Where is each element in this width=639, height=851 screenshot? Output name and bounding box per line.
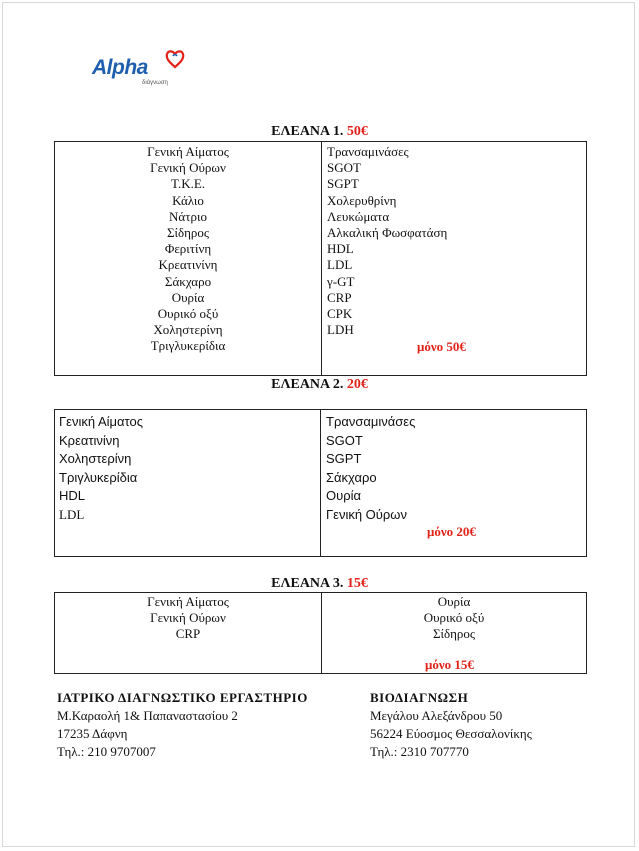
lab1-name: ΙΑΤΡΙΚΟ ΔΙΑΓΝΩΣΤΙΚΟ ΕΡΓΑΣΤΗΡΙΟ (57, 690, 308, 705)
package1-table (54, 141, 587, 376)
test-item: Ουρία (437, 594, 471, 609)
test-item: Σάκχαρο (326, 469, 377, 485)
test-item: Ουρικό οξύ (423, 610, 485, 626)
package3-only-price: μόνο 15€ (425, 657, 474, 672)
package3-right-column (322, 594, 586, 643)
lab2-city: 56224 Εύοσμος Θεσσαλονίκης (370, 726, 532, 741)
test-item: Χοληστερίνη (153, 322, 223, 338)
package2-title (0, 377, 639, 393)
test-item: Τρανσαμινάσες (326, 414, 416, 429)
package2-right-column (326, 413, 581, 525)
test-item: Αλκαλική Φωσφατάση (327, 224, 448, 240)
test-item: SGPT (327, 176, 359, 192)
column-divider (320, 410, 321, 556)
lab1-phone: Τηλ.: 210 9707007 (57, 744, 156, 759)
test-item: Κρεατινίνη (158, 257, 218, 273)
logo-word: Alpha (92, 56, 148, 79)
package2-only-price: μόνο 20€ (427, 524, 476, 539)
test-item: Χολερυθρίνη (327, 192, 397, 208)
test-item: LDH (327, 322, 354, 338)
test-item: Φεριτίνη (164, 241, 212, 257)
test-item: CRP (327, 289, 352, 305)
test-item: Γενική Αίματος (147, 594, 229, 609)
package3-left-column (55, 594, 321, 643)
test-item: Ουρία (171, 289, 205, 305)
test-item: Γενική Αίματος (147, 144, 229, 159)
test-item: Σάκχαρο (164, 273, 212, 289)
lab2-name: ΒΙΟΔΙΑΓΝΩΣΗ (370, 690, 469, 705)
test-item: Τριγλυκερίδια (59, 469, 138, 485)
test-item: Χοληστερίνη (59, 451, 132, 467)
test-item: LDL (327, 257, 353, 273)
column-divider (321, 142, 322, 375)
test-item: Κρεατινίνη (59, 432, 120, 448)
test-item: Γενική Ούρων (326, 506, 407, 522)
package1-only-price: μόνο 50€ (417, 339, 466, 354)
lab2-address: Μεγάλου Αλεξάνδρου 50 (370, 708, 503, 723)
package1-title-text: ΕΛΕΑΝΑ 1. (271, 124, 344, 139)
heart-icon (164, 48, 186, 70)
test-item: CPK (327, 305, 353, 321)
test-item: HDL (327, 241, 354, 257)
package1-left-column (55, 144, 321, 354)
test-item: HDL (59, 488, 86, 504)
test-item: Ουρία (326, 488, 362, 504)
test-item: Λευκώματα (327, 208, 390, 224)
package2-title-text: ΕΛΕΑΝΑ 2. (271, 377, 344, 392)
test-item: Σίδηρος (166, 224, 210, 240)
logo-tagline: διάγνωση (142, 80, 168, 86)
test-item: Τριγλυκερίδια (150, 338, 226, 354)
test-item: SGOT (327, 160, 361, 176)
package3-price: 15€ (346, 576, 368, 591)
package3-title (0, 576, 639, 592)
lab1-city: 17235 Δάφνη (57, 726, 128, 741)
package3-table (54, 592, 587, 674)
lab1-address: Μ.Καραολή 1& Παπαναστασίου 2 (57, 708, 238, 723)
test-item: SGOT (326, 432, 363, 448)
lab2-phone: Τηλ.: 2310 707770 (370, 744, 469, 759)
test-item: Γενική Ούρων (150, 160, 226, 176)
test-item: CRP (175, 626, 201, 642)
test-item: γ-GT (327, 273, 355, 289)
package1-right-column (327, 144, 582, 338)
test-item: Ουρικό οξύ (157, 305, 219, 321)
package3-title-text: ΕΛΕΑΝΑ 3. (271, 576, 344, 591)
test-item: Σίδηρος (432, 626, 476, 642)
lab1-contact (57, 689, 308, 761)
test-item: LDL (59, 506, 85, 522)
package1-price: 50€ (346, 124, 368, 139)
alpha-logo (92, 48, 192, 92)
package1-title (0, 124, 639, 140)
test-item: Τ.Κ.Ε. (170, 176, 206, 192)
test-item: Γενική Αίματος (59, 414, 143, 429)
test-item: Τρανσαμινάσες (327, 144, 409, 159)
package2-price: 20€ (346, 377, 368, 392)
package2-left-column (59, 413, 314, 525)
test-item: Νάτριο (169, 208, 207, 224)
test-item: Κάλιο (172, 192, 204, 208)
package2-table (54, 409, 587, 557)
lab2-contact (370, 689, 532, 761)
test-item: SGPT (326, 451, 362, 467)
test-item: Γενική Ούρων (150, 610, 226, 626)
